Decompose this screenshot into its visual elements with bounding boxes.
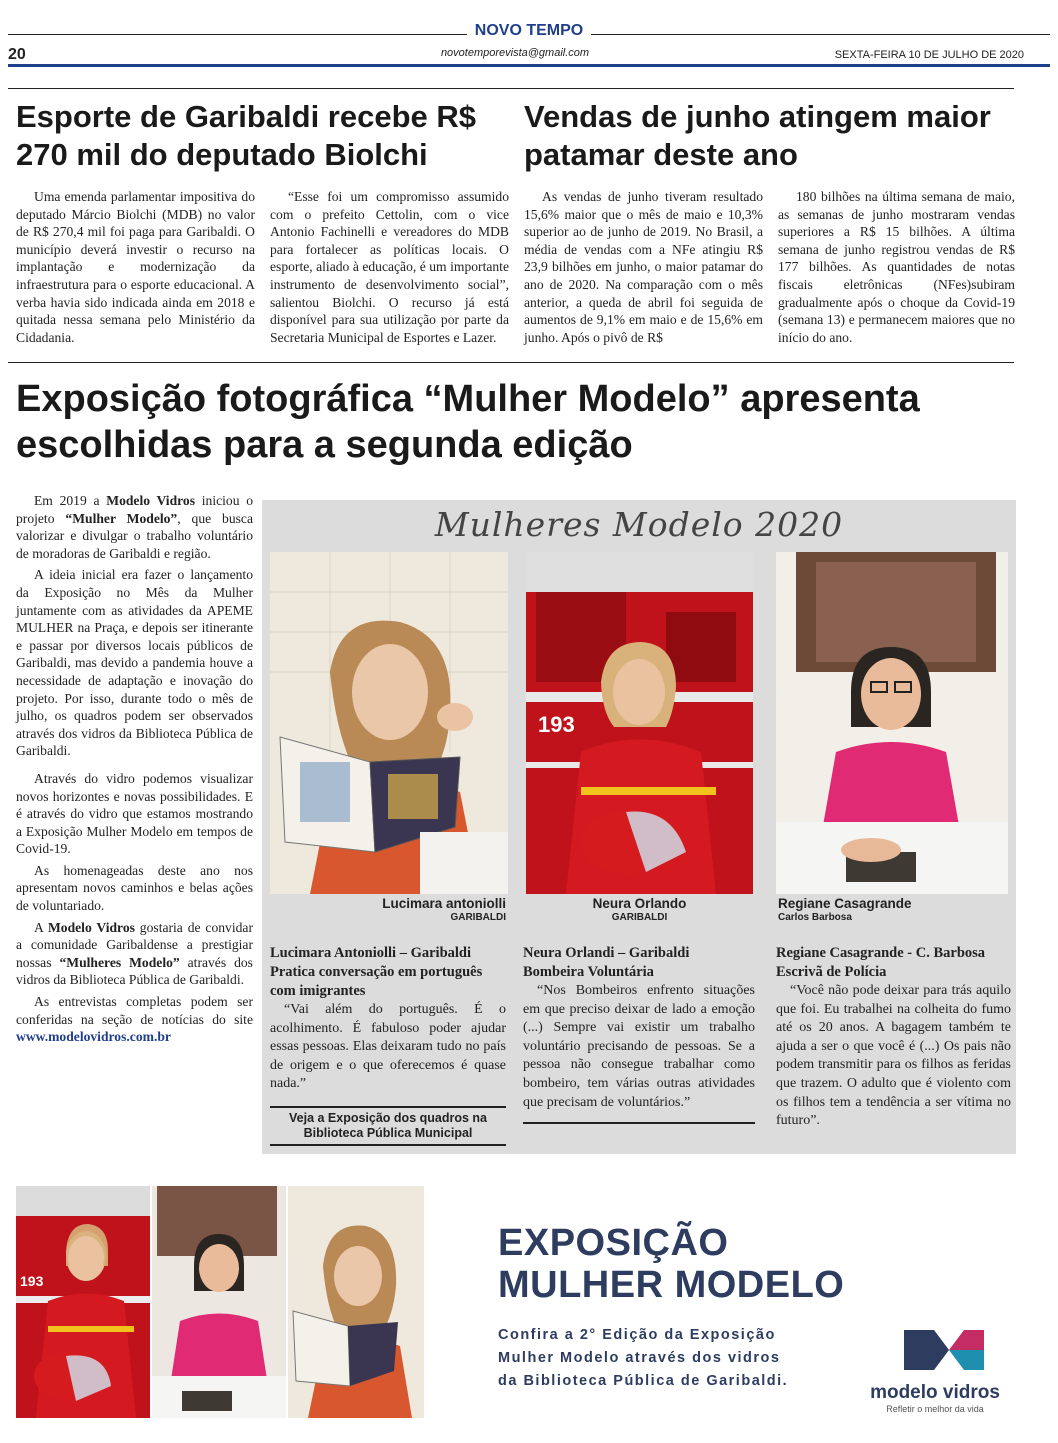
issue-date: SEXTA-FEIRA 10 DE JULHO DE 2020 xyxy=(834,49,1024,61)
caption-city-regiane: Carlos Barbosa xyxy=(778,912,852,923)
ad-body xyxy=(498,1324,788,1393)
profile-rule xyxy=(523,1122,755,1124)
profile-heading: Neura Orlandi – Garibaldi xyxy=(523,945,690,961)
ad-body-line: da Biblioteca Pública de Garibaldi. xyxy=(498,1373,789,1389)
truck-number: 193 xyxy=(538,712,575,737)
profile-regiane xyxy=(776,944,1011,1131)
masthead-email[interactable]: novotemporevista@gmail.com xyxy=(440,47,590,59)
profile-quote: “Vai além do português. É o acolhimento. É fabuloso poder ajudar essas pessoas. Elas deixaram tudo no país de origem e o que oferecemos é quase nada.” xyxy=(270,1002,506,1092)
profile-role: Escrivã de Polícia xyxy=(776,964,887,980)
article1-col1: Uma emenda parlamentar impositiva do deputado Márcio Biolchi (MDB) no valor de R$ 270,4 mil foi paga para Garibaldi. O município deverá investir o recurso na implantação e modernização da infraestrutura para o esporte educacional. A verba havia sido indicada ainda em 2018 e quitada nessa semana pelo Ministério da Cidadania. xyxy=(16,189,255,345)
publication-title: NOVO TEMPO xyxy=(0,22,1058,40)
ad-photo-police-clerk xyxy=(152,1186,286,1418)
profile-heading: Lucimara Antoniolli – Garibaldi xyxy=(270,945,472,961)
exhibit-note: Veja a Exposição dos quadros na Biblioteca Pública Municipal xyxy=(270,1106,506,1146)
caption-name-regiane: Regiane Casagrande xyxy=(778,896,912,911)
section-rule xyxy=(8,362,1014,363)
truck-number: 193 xyxy=(20,1273,44,1289)
caption-city-neura: GARIBALDI xyxy=(611,912,668,923)
profile-role: Pratica conversação em português com imigrantes xyxy=(270,964,483,999)
main-paragraph: Em 2019 a Modelo Vidros iniciou o projeto “Mulher Modelo”, que busca valorizar e divulgar o trabalho voluntário de moradoras de Garibaldi e região. xyxy=(16,493,253,561)
caption-name-neura: Neura Orlando xyxy=(592,896,687,911)
exhibit-title: Mulheres Modelo 2020 xyxy=(434,505,844,544)
ad-brand: modelo vidros xyxy=(870,1382,1000,1403)
main-headline: Exposição fotográfica “Mulher Modelo” apresenta escolhidas para a segunda edição xyxy=(16,378,920,466)
advertisement[interactable] xyxy=(16,1186,1014,1418)
ad-title-line: MULHER MODELO xyxy=(498,1264,845,1306)
main-body xyxy=(16,492,253,1046)
article2-headline: Vendas de junho atingem maior patamar deste ano xyxy=(524,99,991,172)
firefighter-illustration xyxy=(526,552,753,894)
profile-heading: Regiane Casagrande - C. Barbosa xyxy=(776,945,986,961)
woman-reading-illustration xyxy=(270,552,508,894)
article2-col2: 180 bilhões na última semana de maio, as semanas de junho mostraram vendas superiores a R$ 15 bilhões. A última semana de junho registrou vendas de R$ 177 bilhões. As quantidades de notas fiscais eletrônicas (NFes)subiram gradualmente após o choque da Covid-19 (semana 13) e permanecem maiores que no início do ano. xyxy=(778,189,1015,345)
caption-name-lucimara: Lucimara antoniolli xyxy=(382,896,506,911)
main-paragraph: A Modelo Vidros gostaria de convidar a comunidade Garibaldense a prestigiar nossas “Mulheres Modelo” através dos vidros da Biblioteca Pública de Garibaldi. xyxy=(16,919,253,988)
ad-body-line: Confira a 2° Edição da Exposição xyxy=(498,1327,776,1343)
article1-headline: Esporte de Garibaldi recebe R$ 270 mil do deputado Biolchi xyxy=(16,99,477,172)
masthead xyxy=(0,0,1058,72)
ad-photo-reader xyxy=(288,1186,424,1418)
ad-police-clerk-illustration xyxy=(152,1186,286,1418)
main-paragraph: As entrevistas completas podem ser conferidas na seção de notícias do site www.modelovidros.com.br xyxy=(16,994,253,1045)
ad-title xyxy=(498,1222,844,1306)
modelo-vidros-logo-icon xyxy=(894,1320,994,1380)
ad-title-line: EXPOSIÇÃO xyxy=(498,1222,729,1264)
main-paragraph: Através do vidro podemos visualizar novos horizontes e novas possibilidades. E é através do vidro que estamos mostrando a Exposição Mulher Modelo em tempos de Covid-19. xyxy=(16,770,253,857)
ad-firefighter-illustration xyxy=(16,1186,150,1418)
top-rule xyxy=(8,88,1014,89)
article2-col1: As vendas de junho tiveram resultado 15,6% maior que o mês de maio e 10,3% superior ao de junho de 2019. No Brasil, a média de vendas com a NFe atingiu R$ 23,9 bilhões em junho, o maior patamar do ano de 2020. Na comparação com o mês anterior, a queda de abril foi seguida de aumentos de 9,1% em maio e de 15,6% em junho. Após o pivô de R$ xyxy=(524,189,763,345)
ad-reader-illustration xyxy=(288,1186,424,1418)
ad-body-line: Mulher Modelo através dos vidros xyxy=(498,1350,781,1366)
profile-lucimara xyxy=(270,944,506,1094)
masthead-rule-bottom xyxy=(8,64,1050,67)
ad-photo-firefighter xyxy=(16,1186,150,1418)
caption-city-lucimara: GARIBALDI xyxy=(450,912,506,923)
main-paragraph: A ideia inicial era fazer o lançamento da Exposição no Mês da Mulher juntamente com as atividades da APEME MULHER na Praça, e depois ser itinerante e passar por diversos locais públicos de Garibaldi, mas devido a pandemia houve a necessidade de adaptação e inovação do projeto. Por isso, durante todo o mês de julho, os quadros podem ser observados através dos vidros da Biblioteca Pública de Garibaldi. xyxy=(16,567,253,759)
photo-regiane xyxy=(776,552,1008,894)
profile-role: Bombeira Voluntária xyxy=(523,964,654,980)
ad-tagline: Refletir o melhor da vida xyxy=(886,1404,984,1414)
main-paragraph: As homenageadas deste ano nos apresentam novos caminhos e belas ações de voluntariado. xyxy=(16,862,253,914)
photo-neura xyxy=(526,552,753,894)
profile-neura xyxy=(523,944,755,1124)
profile-quote: “Você não pode deixar para trás aquilo que foi. Eu trabalhei na colheita do fumo até os 20 anos. A bagagem também te ajuda a ser o que você é (...) Os pais não podem transmitir para os filhos as feridas que trazem. O adulto que é violento com os filhos tem a tendência a ser vítima no futuro”. xyxy=(776,983,1011,1129)
website-link[interactable]: www.modelovidros.com.br xyxy=(16,1029,171,1045)
article1-col2: “Esse foi um compromisso assumido com o prefeito Cettolin, com o vice Antonio Fachinelli e vereadores do MDB para fortalecer as políticas locais. O esporte, aliado à educação, é um importante instrumento de desenvolvimento social”, salientou Biolchi. O recurso já está disponível para sua utilização por parte da Secretaria Municipal de Esportes e Lazer. xyxy=(270,189,509,345)
page-number: 20 xyxy=(8,46,26,63)
police-clerk-illustration xyxy=(776,552,1008,894)
profile-quote: “Nos Bombeiros enfrento situações em que preciso deixar de lado a emoção (...) Sempre vai existir um trabalho voluntário precisando de pessoas. Se a pessoa não consegue trabalhar como bombeiro, tem várias outras atividades que precisam de voluntários.” xyxy=(523,983,755,1110)
photo-lucimara xyxy=(270,552,508,894)
